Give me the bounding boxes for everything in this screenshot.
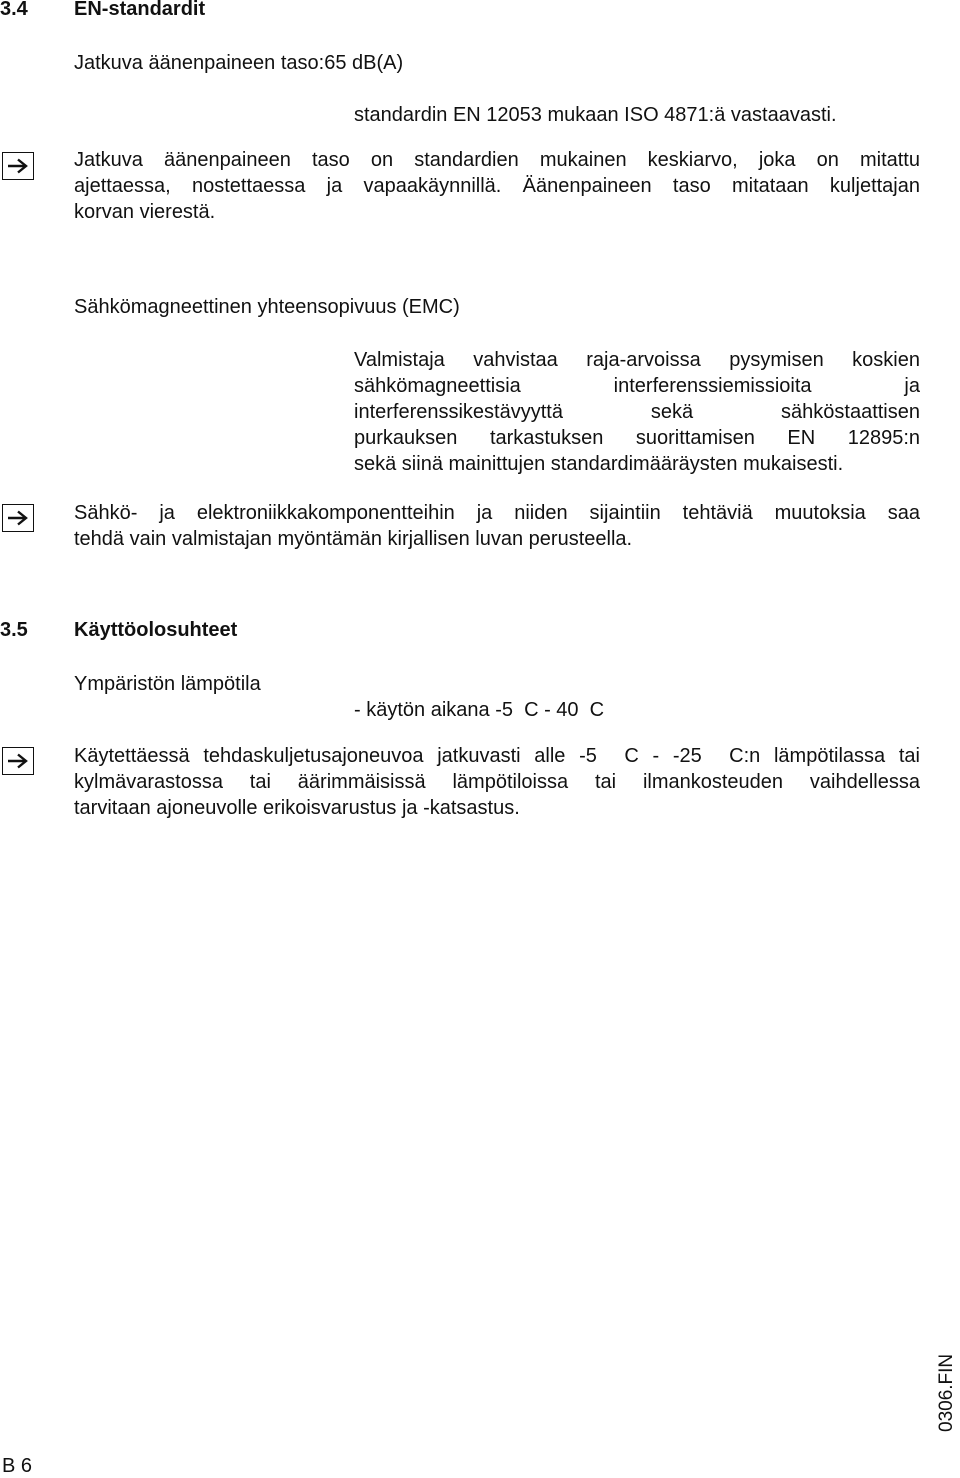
paragraph-line: sähkömagneettisia interferenssiemissioita ja — [354, 375, 920, 397]
paragraph-line: Käytettäessä tehdaskuljetusajoneuvoa jatkuvasti alle -5 C - -25 C:n lämpötilassa tai — [74, 745, 920, 767]
paragraph-line: Sähkö- ja elektroniikkakomponentteihin ja niiden sijaintiin tehtäviä muutoksia saa — [74, 502, 920, 524]
electronics-note-paragraph — [74, 500, 920, 552]
noise-level-text: Jatkuva äänenpaineen taso:65 dB(A) — [74, 52, 404, 74]
arrow-right-icon — [2, 504, 34, 532]
emc-heading: Sähkömagneettinen yhteensopivuus (EMC) — [74, 296, 460, 318]
ambient-temperature-label: Ympäristön lämpötila — [74, 673, 261, 695]
paragraph-line: Valmistaja vahvistaa raja-arvoissa pysymisen koskien — [354, 349, 920, 371]
paragraph-line: ajettaessa, nostettaessa ja vapaakäynnillä. Äänenpaineen taso mitataan kuljettajan — [74, 175, 920, 197]
arrow-right-icon — [2, 747, 34, 775]
paragraph-line: Jatkuva äänenpaineen taso on standardien mukainen keskiarvo, joka on mitattu — [74, 149, 920, 171]
emc-paragraph — [354, 347, 920, 477]
paragraph-line: tarvitaan ajoneuvolle erikoisvarustus ja -katsastus. — [74, 797, 520, 819]
paragraph-line: kylmävarastossa tai äärimmäisissä lämpötiloissa tai ilmankosteuden vaihdellessa — [74, 771, 920, 793]
section-title-operating-conditions: Käyttöolosuhteet — [74, 619, 238, 641]
section-title-en-standards: EN-standardit — [74, 0, 206, 20]
document-code: 0306.FIN — [936, 1353, 957, 1432]
paragraph-line: tehdä vain valmistajan myöntämän kirjallisen luvan perusteella. — [74, 528, 633, 550]
paragraph-line: sekä siinä mainittujen standardimääräysten mukaisesti. — [354, 453, 844, 475]
paragraph-line: korvan vierestä. — [74, 201, 216, 223]
page-number: B 6 — [2, 1455, 33, 1477]
section-number-3-4: 3.4 — [0, 0, 28, 20]
section-number-3-5: 3.5 — [0, 619, 28, 641]
noise-note-paragraph — [74, 147, 920, 225]
arrow-right-icon — [2, 152, 34, 180]
cold-storage-note-paragraph — [74, 743, 920, 821]
paragraph-line: interferenssikestävyyttä sekä sähköstaattisen — [354, 401, 920, 423]
noise-standard-text: standardin EN 12053 mukaan ISO 4871:ä vastaavasti. — [354, 104, 837, 126]
ambient-temperature-value: - käytön aikana -5 C - 40 C — [354, 699, 605, 721]
paragraph-line: purkauksen tarkastuksen suorittamisen EN 12895:n — [354, 427, 920, 449]
